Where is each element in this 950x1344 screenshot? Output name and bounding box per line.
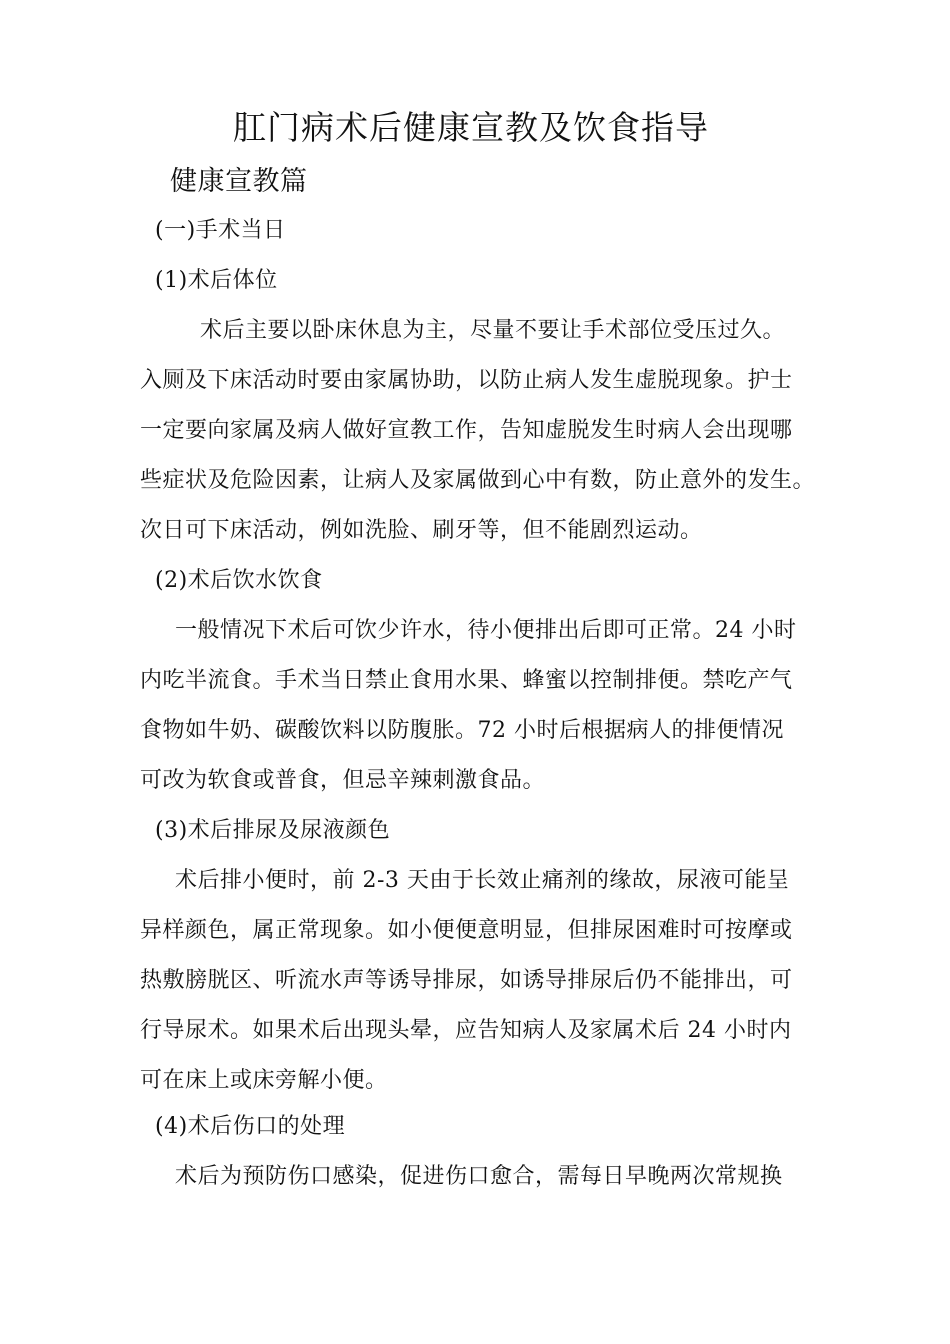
paragraph-line: 一般情况下术后可饮少许水，待小便排出后即可正常。24 小时: [175, 618, 797, 643]
paragraph-line: 内吃半流食。手术当日禁止食用水果、蜂蜜以控制排便。禁吃产气: [140, 668, 793, 693]
paragraph-line: 入厕及下床活动时要由家属协助，以防止病人发生虚脱现象。护士: [140, 368, 793, 393]
subsection-heading: (4)术后伤口的处理: [155, 1114, 346, 1139]
subsection-heading: (3)术后排尿及尿液颜色: [155, 818, 391, 843]
paragraph-line: 可在床上或床旁解小便。: [140, 1068, 388, 1093]
paragraph-line: 可改为软食或普食，但忌辛辣刺激食品。: [140, 768, 546, 793]
paragraph-line: 食物如牛奶、碳酸饮料以防腹胀。72 小时后根据病人的排便情况: [140, 718, 784, 743]
paragraph-line: 行导尿术。如果术后出现头晕，应告知病人及家属术后 24 小时内: [140, 1018, 792, 1043]
part-heading: (一)手术当日: [155, 218, 286, 243]
paragraph-line: 些症状及危险因素，让病人及家属做到心中有数，防止意外的发生。: [140, 468, 816, 493]
paragraph-line: 次日可下床活动，例如洗脸、刷牙等，但不能剧烈运动。: [140, 518, 703, 543]
paragraph-line: 术后主要以卧床休息为主，尽量不要让手术部位受压过久。: [200, 318, 786, 343]
paragraph-line: 术后排小便时，前 2-3 天由于长效止痛剂的缘故，尿液可能呈: [175, 868, 790, 893]
subsection-heading: (1)术后体位: [155, 268, 278, 293]
paragraph-line: 术后为预防伤口感染，促进伤口愈合，需每日早晚两次常规换: [175, 1164, 783, 1189]
paragraph-line: 异样颜色，属正常现象。如小便便意明显，但排尿困难时可按摩或: [140, 918, 793, 943]
paragraph-line: 热敷膀胱区、听流水声等诱导排尿，如诱导排尿后仍不能排出，可: [140, 968, 793, 993]
section-title: 健康宣教篇: [170, 166, 308, 197]
document-title: 肛门病术后健康宣教及饮食指导: [233, 108, 709, 147]
paragraph-line: 一定要向家属及病人做好宣教工作，告知虚脱发生时病人会出现哪: [140, 418, 793, 443]
subsection-heading: (2)术后饮水饮食: [155, 568, 323, 593]
